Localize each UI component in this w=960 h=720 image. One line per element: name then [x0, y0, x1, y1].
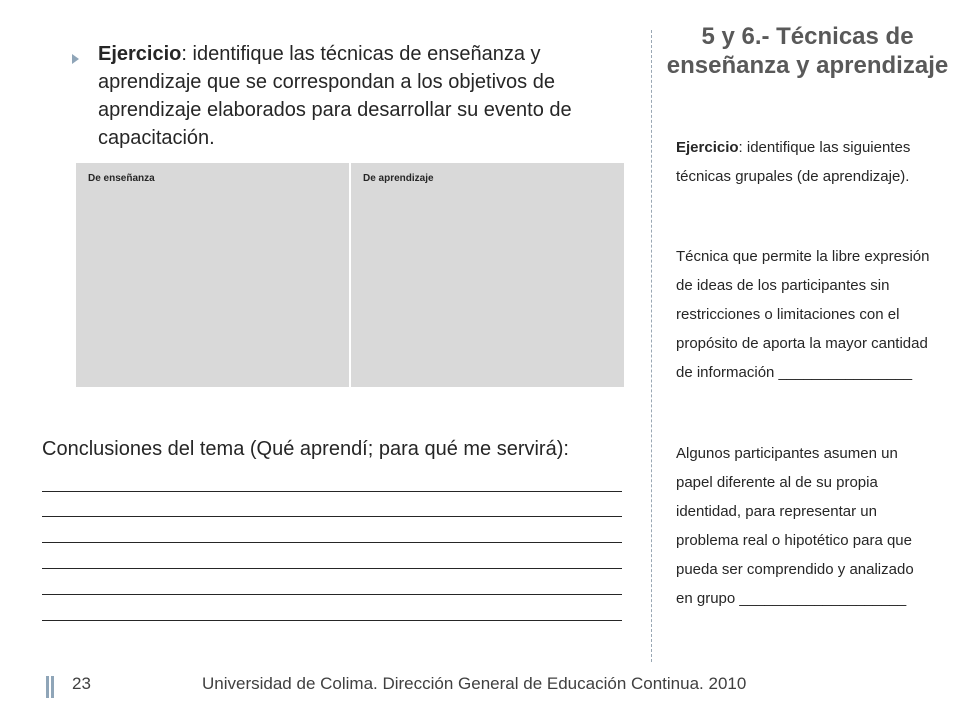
answer-line: [42, 568, 622, 569]
exercise-bullet: [72, 40, 632, 152]
techniques-table: [76, 163, 624, 387]
page-number: 23: [72, 674, 91, 693]
triangle-bullet-icon: [72, 54, 79, 64]
slide-title: 5 y 6.- Técnicas de enseñanza y aprendizaje: [666, 23, 949, 79]
table-header-learning: De aprendizaje: [349, 163, 624, 387]
technique-item-2: Algunos participantes asumen un papel diferente al de su propia identidad, para representar un problema real o hipotético para que pueda ser comprendido y analizado en grupo ____________________: [676, 445, 914, 607]
answer-line: [42, 542, 622, 543]
sidebar-exercise-text: : identifique las siguientes técnicas grupales (de aprendizaje).: [676, 139, 911, 185]
exercise-instruction: [98, 40, 632, 152]
table-header-teaching: De enseñanza: [88, 173, 155, 184]
sidebar-exercise: [676, 133, 932, 191]
sidebar-exercise-label: Ejercicio: [676, 139, 739, 156]
footer-text: Universidad de Colima. Dirección General de Educación Continua. 2010: [202, 674, 747, 693]
exercise-label: Ejercicio: [98, 43, 182, 65]
answer-line: [42, 491, 622, 492]
answer-line: [42, 620, 622, 621]
footer-marker-icon: [46, 676, 54, 698]
exercise-text: : identifique las técnicas de enseñanza y aprendizaje que se correspondan a los objetivos de aprendizaje elaborados para desarrollar su evento de capacitación.: [98, 43, 572, 149]
technique-item-1: Técnica que permite la libre expresión de ideas de los participantes sin restricciones o limitaciones con el propósito de aporta la mayor cantidad de información ________________: [676, 248, 930, 381]
answer-line: [42, 594, 622, 595]
answer-line: [42, 516, 622, 517]
conclusions-heading: Conclusiones del tema (Qué aprendí; para qué me servirá):: [42, 438, 569, 460]
column-divider: [651, 30, 652, 662]
